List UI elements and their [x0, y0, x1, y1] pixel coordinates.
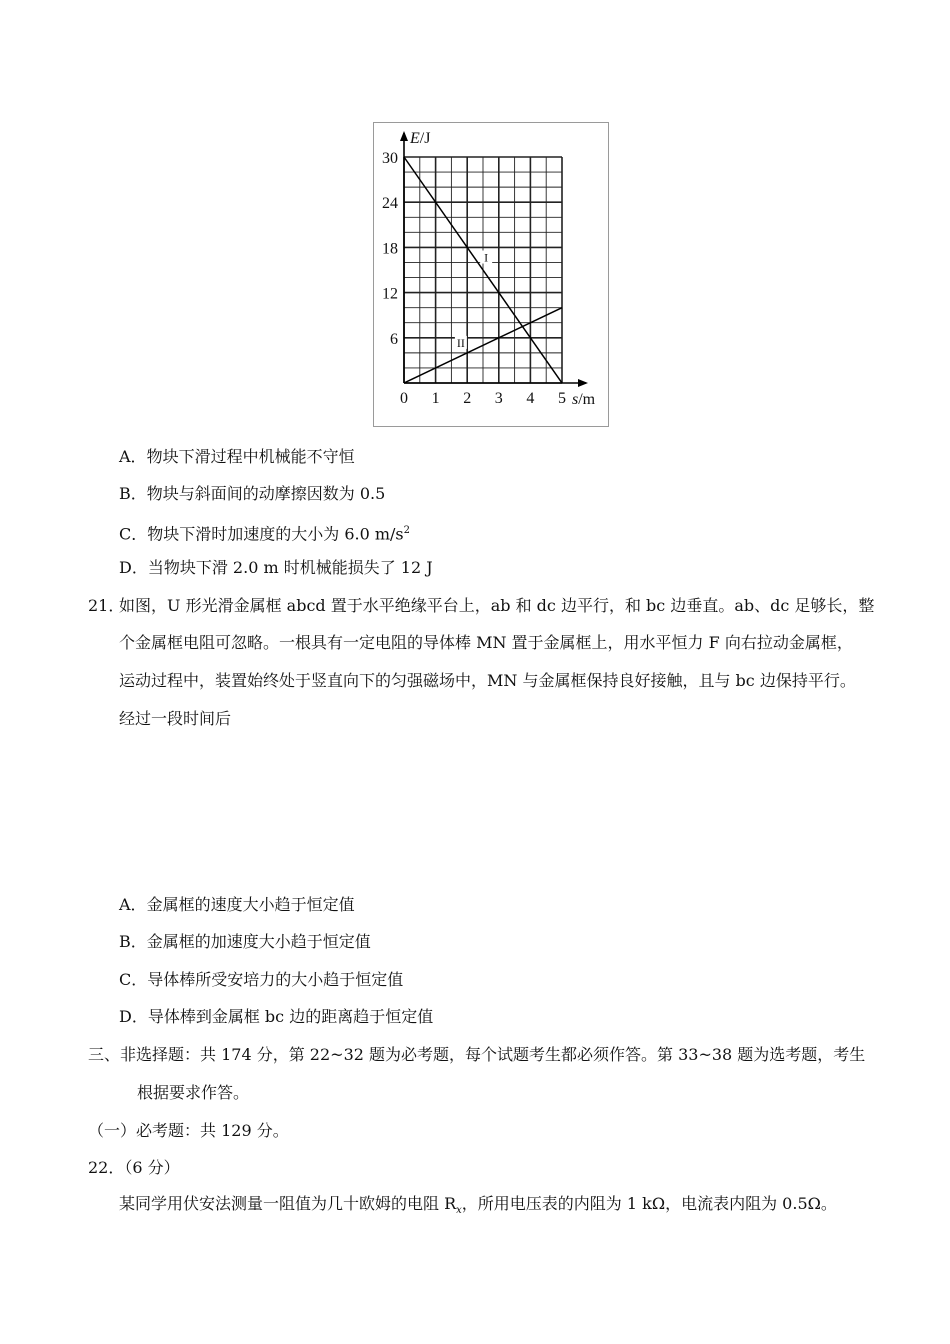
q21-option-d [119, 1007, 433, 1027]
q22-text-after: ，所用电压表的内阻为 1 kΩ，电流表内阻为 0.5Ω。 [461, 1194, 837, 1213]
q21-option-a [119, 895, 355, 915]
option-letter: D． [119, 1007, 148, 1026]
option-superscript: 2 [403, 525, 411, 536]
chart-svg [374, 123, 610, 428]
q21-stem-line-4: 经过一段时间后 [119, 709, 232, 728]
q22-subscript: x [456, 1205, 462, 1217]
q20-option-c [119, 521, 410, 544]
x-tick-label: 4 [526, 390, 535, 407]
x-axis-label: s/m [572, 391, 596, 408]
x-tick-label: 0 [400, 390, 408, 407]
q20-option-d [119, 558, 433, 578]
q22-stem [119, 1194, 837, 1221]
option-letter: C． [119, 970, 148, 989]
y-axis-arrow [400, 131, 408, 141]
q21-number: 21． [88, 596, 125, 615]
option-text: 物块下滑时加速度的大小为 6.0 m/s [147, 524, 404, 544]
section3-heading: 三、非选择题：共 174 分，第 22~32 题为必考题，每个试题考生都必须作答。第 33~38 题为选考题，考生 [88, 1045, 866, 1064]
energy-displacement-chart [373, 122, 609, 427]
option-letter: A． [119, 447, 147, 466]
option-text: 当物块下滑 2.0 m 时机械能损失了 12 J [147, 558, 433, 577]
option-text: 物块与斜面间的动摩擦因数为 0.5 [146, 484, 386, 503]
chart-axes [400, 131, 588, 387]
y-tick-label: 24 [382, 195, 398, 213]
q22-text: 某同学用伏安法测量一阻值为几十欧姆的电阻 R [119, 1194, 457, 1213]
x-tick-label: 5 [558, 390, 566, 407]
q21-option-b [119, 932, 371, 952]
x-tick-label: 2 [463, 390, 472, 407]
y-tick-label: 12 [382, 285, 398, 303]
q21-stem-line-1: 如图，U 形光滑金属框 abcd 置于水平绝缘平台上，ab 和 dc 边平行，和 bc 边垂直。ab、dc 足够长，整 [119, 596, 875, 615]
q20-option-a [119, 447, 355, 467]
option-text: 导体棒所受安培力的大小趋于恒定值 [147, 970, 404, 989]
option-text: 金属框的速度大小趋于恒定值 [146, 895, 355, 914]
y-tick-label: 6 [390, 330, 398, 348]
x-tick-label: 1 [431, 390, 440, 407]
option-letter: D． [119, 558, 148, 577]
section3-heading-cont: 根据要求作答。 [137, 1083, 250, 1102]
q21-stem-line-3: 运动过程中，装置始终处于竖直向下的匀强磁场中，MN 与金属框保持良好接触，且与 bc 边保持平行。 [119, 671, 856, 690]
q21-option-c [119, 970, 403, 990]
q21-stem-line-2: 个金属框电阻可忽略。一根具有一定电阻的导体棒 MN 置于金属框上，用水平恒力 F 向右拉动金属框， [119, 633, 853, 652]
option-letter: B． [119, 484, 147, 503]
y-axis-label: E/J [410, 130, 431, 147]
q20-option-b [119, 484, 385, 504]
option-text: 物块下滑过程中机械能不守恒 [146, 447, 355, 466]
x-tick-label: 3 [494, 390, 503, 407]
series-label: II [456, 335, 465, 350]
option-text: 金属框的加速度大小趋于恒定值 [146, 932, 371, 951]
x-axis-arrow [578, 379, 588, 387]
series-label: I [484, 250, 489, 265]
q22-header: 22．（6 分） [88, 1158, 180, 1177]
option-letter: B． [119, 932, 147, 951]
option-text: 导体棒到金属框 bc 边的距离趋于恒定值 [147, 1007, 434, 1026]
option-letter: A． [119, 895, 147, 914]
y-tick-label: 30 [382, 150, 398, 167]
option-letter: C． [119, 524, 148, 544]
section3-subheading: （一）必考题：共 129 分。 [88, 1121, 289, 1140]
y-tick-label: 18 [382, 240, 398, 258]
